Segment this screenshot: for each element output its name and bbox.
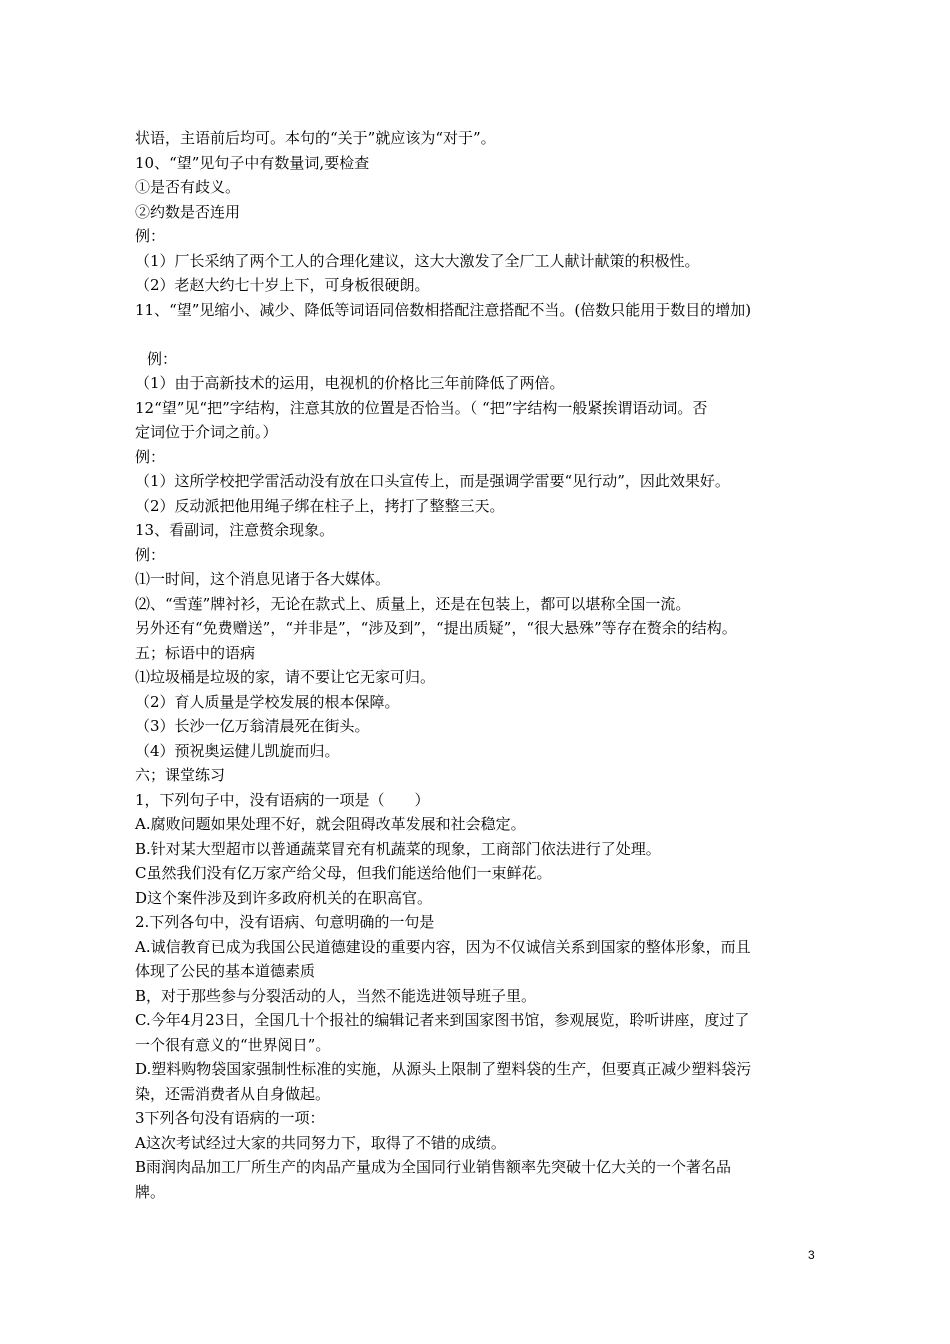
text-line: 13、看副词，注意赘余现象。 [135, 521, 335, 539]
option-line: C.今年4月23日，全国几十个报社的编辑记者来到国家图书馆，参观展览，聆听讲座，度过了 [135, 1011, 750, 1029]
option-line: A.诚信教育已成为我国公民道德建设的重要内容，因为不仅诚信关系到国家的整体形象，而且 [135, 937, 751, 956]
option-line: 体现了公民的基本道德素质 [135, 962, 316, 980]
section-heading: 五；标语中的语病 [135, 643, 256, 662]
option-line: D.塑料购物袋国家强制性标准的实施，从源头上限制了塑料袋的生产，但要真正减少塑料袋污 [135, 1060, 752, 1078]
text-line: ⑴一时间，这个消息见诸于各大媒体。 [135, 570, 391, 588]
text-line: （1）由于高新技术的运用，电视机的价格比三年前降低了两倍。 [135, 374, 565, 392]
text-line: （4）预祝奥运健儿凯旋而归。 [135, 741, 340, 760]
text-line: （1）厂长采纳了两个工人的合理化建议，这大大激发了全厂工人献计献策的积极性。 [135, 251, 700, 270]
text-line: 12“望”见“把”字结构，注意其放的位置是否恰当。（ “把”字结构一般紧挨谓语动词。否 [135, 398, 708, 417]
option-line: 一个很有意义的“世界阅日”。 [135, 1035, 331, 1054]
question-line: 3下列各句没有语病的一项： [135, 1109, 325, 1127]
text-line: 10、“望”见句子中有数量词,要检查 [135, 153, 370, 172]
text-line: 另外还有“免费赠送”，“并非是”，“涉及到”，“提出质疑”，“很大悬殊”等存在赘余的结构。 [135, 619, 737, 637]
text-line: ②约数是否连用 [135, 202, 241, 221]
text-line: （2）反动派把他用绳子绑在柱子上，拷打了整整三天。 [135, 496, 505, 515]
text-line: 定词位于介词之前。） [135, 423, 278, 441]
document-body [135, 126, 825, 1204]
text-line: （1）这所学校把学雷活动没有放在口头宣传上，而是强调学雷要“见行动”，因此效果好。 [135, 472, 730, 490]
text-line: ⑴垃圾桶是垃圾的家，请不要让它无家可归。 [135, 668, 436, 686]
text-line: 例： [135, 545, 166, 564]
option-line: C虽然我们没有亿万家产给父母，但我们能送给他们一束鲜花。 [135, 864, 552, 882]
option-line: B，对于那些参与分裂活动的人，当然不能选进领导班子里。 [135, 986, 537, 1005]
text-line: 例： [135, 227, 166, 245]
option-line: B.针对某大型超市以普通蔬菜冒充有机蔬菜的现象，工商部门依法进行了处理。 [135, 839, 661, 858]
text-line: （2）老赵大约七十岁上下，可身板很硬朗。 [135, 276, 430, 294]
blank-line [135, 322, 825, 347]
page-number: 3 [808, 1248, 815, 1262]
section-heading: 六；课堂练习 [135, 766, 226, 784]
text-line: 状语，主语前后均可。本句的“关于”就应该为“对于”。 [135, 129, 496, 147]
option-line: A这次考试经过大家的共同努力下，取得了不错的成绩。 [135, 1133, 506, 1152]
question-line: 1，下列句子中，没有语病的一项是（ ） [135, 790, 430, 809]
text-line: （3）长沙一亿万翁清晨死在街头。 [135, 717, 370, 735]
text-line: 11、“望”见缩小、减少、降低等词语同倍数相搭配注意搭配不当。(倍数只能用于数目的增加) [135, 300, 752, 319]
option-line: B雨润肉品加工厂所生产的肉品产量成为全国同行业销售额率先突破十亿大关的一个著名品 [135, 1158, 732, 1176]
text-line: （2）育人质量是学校发展的根本保障。 [135, 692, 400, 711]
text-line: 例： [147, 349, 178, 368]
option-line: 染，还需消费者从自身做起。 [135, 1084, 331, 1103]
option-line: D这个案件涉及到许多政府机关的在职高官。 [135, 888, 433, 907]
option-line: 牌。 [135, 1182, 166, 1201]
option-line: A.腐败问题如果处理不好，就会阻碍改革发展和社会稳定。 [135, 815, 526, 833]
text-line: ⑵、“雪莲”牌衬衫，无论在款式上、质量上，还是在包装上，都可以堪称全国一流。 [135, 594, 691, 613]
text-line: ①是否有歧义。 [135, 178, 241, 196]
text-line: 例： [135, 447, 166, 466]
question-line: 2.下列各句中，没有语病、句意明确的一句是 [135, 913, 435, 931]
